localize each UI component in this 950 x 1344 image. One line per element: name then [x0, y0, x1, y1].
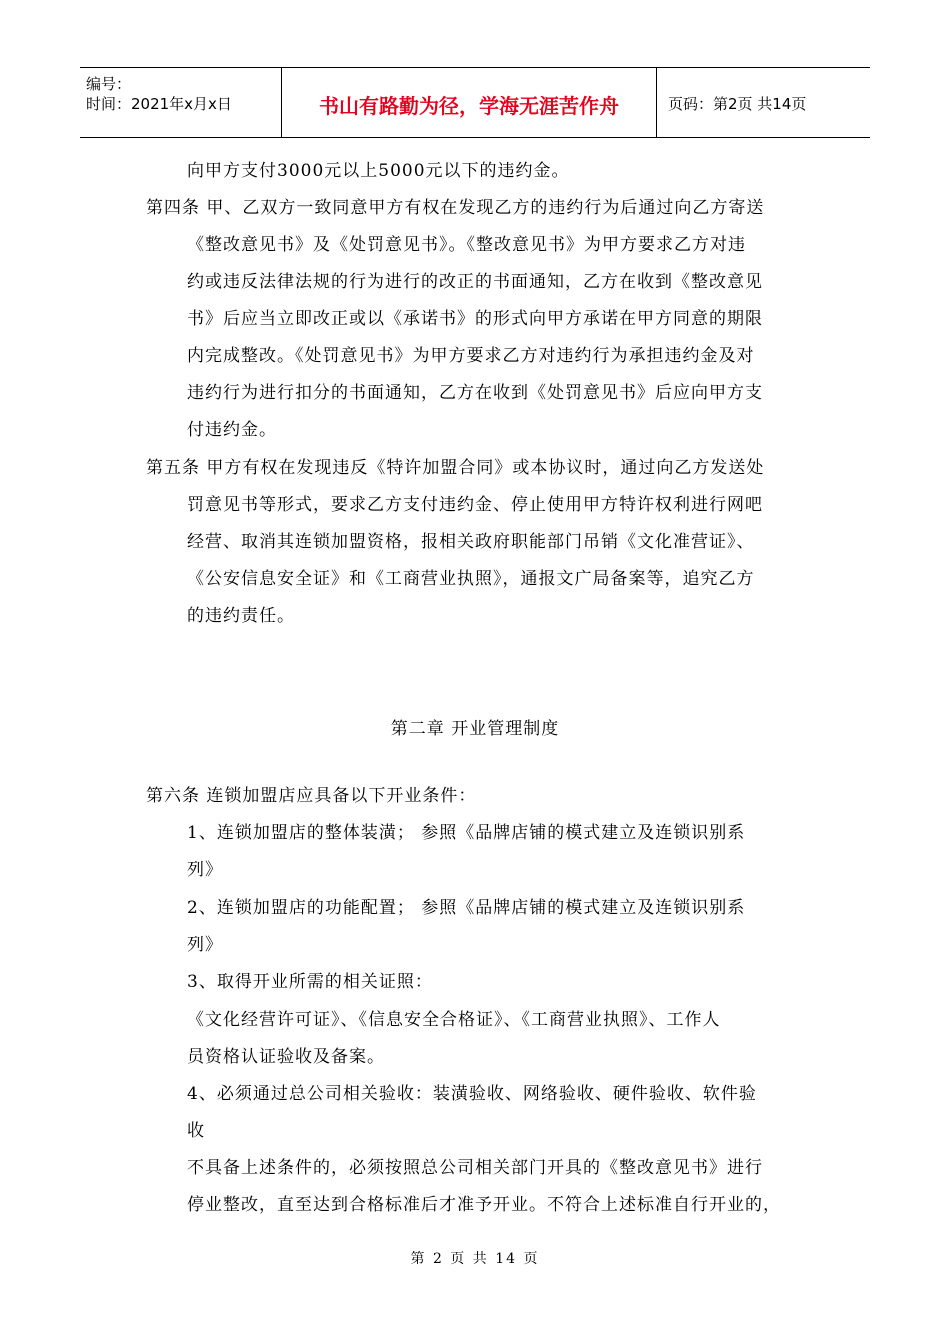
article4-line: 付违约金。 — [187, 420, 277, 440]
article5-line: 经营、取消其连锁加盟资格，报相关政府职能部门吊销《文化准营证》、 — [187, 532, 755, 552]
article6-item: 列》 — [187, 860, 223, 880]
chapter-title: 第二章 开业管理制度 — [390, 719, 560, 739]
article6-item: 收 — [187, 1121, 205, 1141]
document-number: 编号： — [86, 75, 132, 93]
article5-line: 的违约责任。 — [187, 606, 295, 626]
document-header — [80, 67, 870, 138]
article6-item: 2、连锁加盟店的功能配置； 参照《品牌店铺的模式建立及连锁识别系 — [187, 898, 746, 918]
header-divider — [656, 68, 657, 137]
article6-item: 不具备上述条件的，必须按照总公司相关部门开具的《整改意见书》进行 — [187, 1158, 763, 1178]
article6-line: 第六条 连锁加盟店应具备以下开业条件： — [146, 786, 477, 806]
article4-line: 第四条 甲、乙双方一致同意甲方有权在发现乙方的违约行为后通过向乙方寄送 — [146, 198, 765, 218]
article4-line: 书》后应当立即改正或以《承诺书》的形式向甲方承诺在甲方同意的期限 — [187, 309, 763, 329]
article6-item: 3、取得开业所需的相关证照： — [187, 972, 433, 992]
article6-item: 1、连锁加盟店的整体装潢； 参照《品牌店铺的模式建立及连锁识别系 — [187, 823, 746, 843]
document-date: 时间：2021年x月x日 — [86, 95, 232, 113]
article4-line: 内完成整改。《处罚意见书》为甲方要求乙方对违约行为承担违约金及对 — [187, 346, 755, 366]
article6-item: 《文化经营许可证》、《信息安全合格证》、《工商营业执照》、工作人 — [187, 1010, 721, 1030]
header-motto: 书山有路勤为径，学海无涯苦作舟 — [319, 94, 619, 118]
article3-tail-line: 向甲方支付3000元以上5000元以下的违约金。 — [187, 161, 570, 181]
article4-line: 约或违反法律法规的行为进行的改正的书面通知，乙方在收到《整改意见 — [187, 272, 763, 292]
article5-line: 《公安信息安全证》和《工商营业执照》，通报文广局备案等，追究乙方 — [187, 569, 755, 589]
article6-item: 4、必须通过总公司相关验收：装潢验收、网络验收、硬件验收、软件验 — [187, 1084, 757, 1104]
page-footer: 第 2 页 共 14 页 — [410, 1251, 540, 1267]
article4-line: 违约行为进行扣分的书面通知，乙方在收到《处罚意见书》后应向甲方支 — [187, 383, 763, 403]
header-meta — [86, 74, 232, 114]
article4-line: 《整改意见书》及《处罚意见书》。《整改意见书》为甲方要求乙方对违 — [187, 235, 746, 255]
article5-line: 罚意见书等形式，要求乙方支付违约金、停止使用甲方特许权利进行网吧 — [187, 495, 763, 515]
article6-item: 列》 — [187, 935, 223, 955]
article6-item: 停业整改，直至达到合格标准后才准予开业。不符合上述标准自行开业的， — [187, 1195, 781, 1215]
article5-line: 第五条 甲方有权在发现违反《特许加盟合同》或本协议时，通过向乙方发送处 — [146, 458, 765, 478]
header-page-number: 页码：第2页 共14页 — [668, 95, 807, 113]
article6-item: 员资格认证验收及备案。 — [187, 1047, 385, 1067]
